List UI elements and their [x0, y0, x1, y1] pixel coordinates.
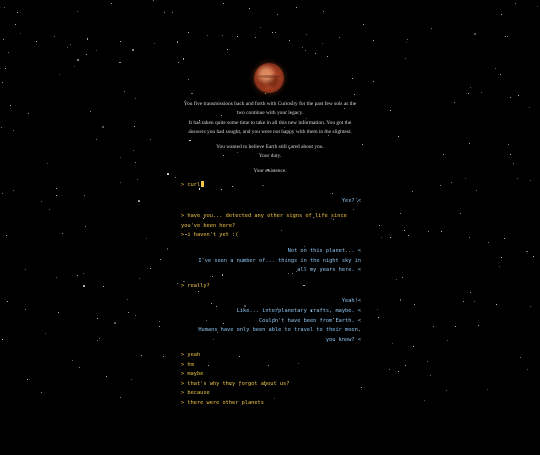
- player-message: you've been here?: [181, 222, 236, 229]
- intro-paragraph-4: [170, 167, 370, 176]
- intro-line: Your existence.: [253, 168, 287, 174]
- curiosity-message: you know? <: [325, 336, 361, 343]
- curiosity-message: I've seen a number of... things in the night sky in: [198, 257, 361, 264]
- player-message: > maybe: [181, 371, 204, 377]
- intro-line: You wanted to believe Earth still cared about you.: [216, 144, 324, 150]
- curiosity-message: Not on this planet... <: [287, 248, 361, 254]
- text-cursor: [201, 181, 204, 187]
- player-message: > really?: [181, 283, 210, 289]
- curiosity-message: Humans have only been able to travel to their moon,: [198, 327, 361, 333]
- player-message: > hm: [181, 361, 194, 368]
- intro-paragraph-2: [170, 119, 370, 137]
- intro-line: Your duty.: [258, 153, 282, 159]
- chat-log: [181, 181, 361, 405]
- player-message: > because: [181, 390, 210, 396]
- intro-paragraph-1: [170, 100, 370, 118]
- curiosity-message: Like... interplanetary crafts, maybe. <: [236, 308, 361, 314]
- player-message: > yeah: [181, 352, 201, 358]
- player-message: > there were other planets: [181, 399, 264, 406]
- curiosity-message: Couldn't have been from Earth. <: [258, 317, 361, 324]
- player-message: > that's why they forgot about us?: [181, 380, 290, 387]
- player-message: > have you... detected any other signs of life since: [181, 213, 347, 219]
- mars-planet-icon: [254, 63, 284, 93]
- player-message: > i haven't yet :(: [181, 232, 239, 238]
- intro-line: You five transmissions back and forth with Curiosity for the past few sols as the: [183, 101, 357, 107]
- intro-line: answers you had sought, and you were not happy with them in the slightest.: [188, 129, 352, 135]
- curiosity-message: Yes? <: [341, 198, 361, 204]
- command-prompt[interactable]: [181, 181, 361, 191]
- intro-paragraph-3: [170, 143, 370, 161]
- curiosity-message: all my years here. <: [297, 267, 361, 273]
- prompt-text: > curl: [181, 182, 201, 188]
- curiosity-message: Yeah!<: [341, 298, 361, 304]
- intro-line: It has taken quite some time to take in all this new information. You got the: [188, 120, 352, 126]
- intro-line: two continue with your legacy.: [236, 110, 304, 116]
